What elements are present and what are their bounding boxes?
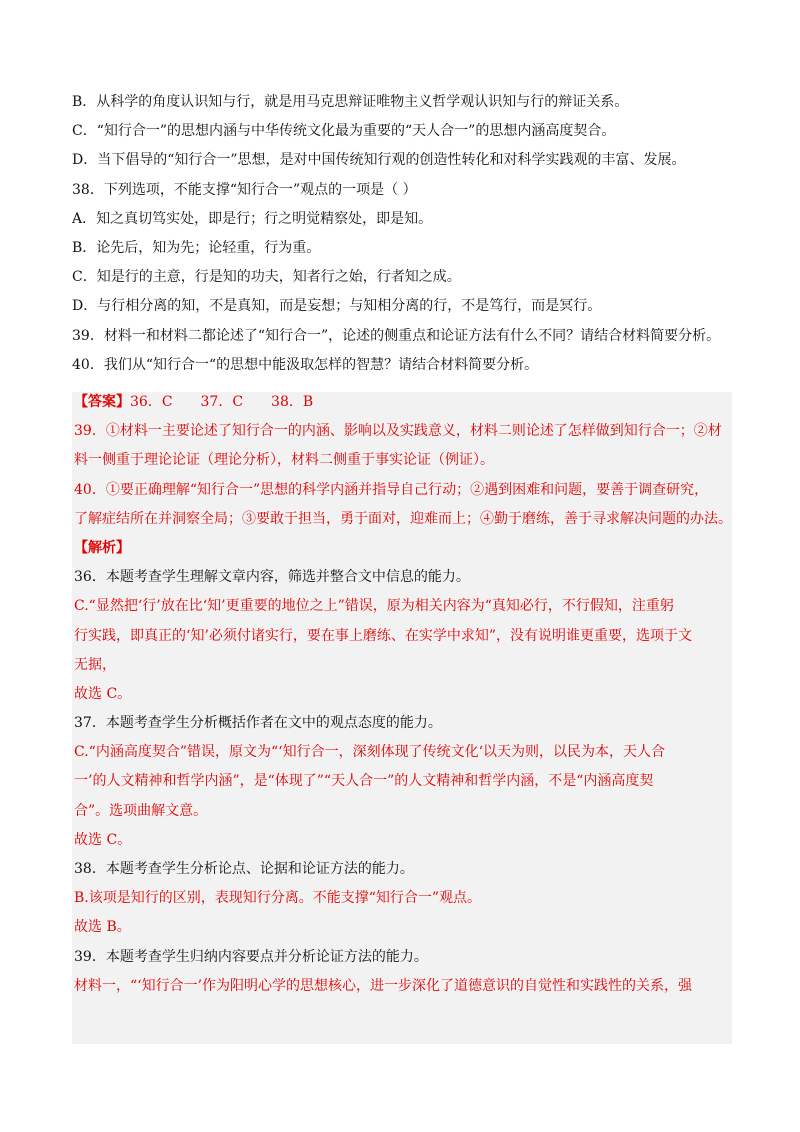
analysis-line: 39．本题考查学生归纳内容要点并分析论证方法的能力。 (74, 948, 428, 965)
question-39: 39．材料一和材料二都论述了“知行合一”，论述的侧重点和论证方法有什么不同？请结合材料简要分析。 (72, 327, 721, 344)
analysis-line: C.“显然把‘行’放在比‘知’更重要的地位之上”错误，原为相关内容为“真知必行，不行假知，注重躬 (74, 598, 674, 615)
question-38: 38．下列选项，不能支撑“知行合一”观点的一项是（ ） (72, 181, 417, 198)
answer-mc: 36．C 37．C 38．B (130, 394, 314, 410)
analysis-line: 故选 B。 (74, 919, 131, 936)
analysis-line: C.“内涵高度契合”错误，原文为“‘知行合一，深刻体现了传统文化‘以天为则，以民为本，天人合 (74, 744, 666, 761)
analysis-label: 【解析】 (74, 539, 130, 556)
answer-line: 料一侧重于理论论证（理论分析），材料二侧重于事实论证（例证）。 (74, 452, 494, 469)
analysis-line: 故选 C。 (74, 685, 132, 702)
answer-mc-line (72, 392, 732, 421)
answer-label: 【答案】 (74, 394, 130, 410)
option-c-38: C．知是行的主意，行是知的功夫，知者行之始，行者知之成。 (72, 269, 461, 286)
option-c-37: C．“知行合一”的思想内涵与中华传统文化最为重要的“天人合一”的思想内涵高度契合。 (72, 123, 616, 140)
answer-line: 了解症结所在并洞察全局；③要敢于担当，勇于面对，迎难而上；④勤于磨练，善于寻求解决问题的办法。 (74, 510, 732, 527)
option-d-37: D．当下倡导的“知行合一”思想，是对中国传统知行观的创造性转化和对科学实践观的丰富、发展。 (72, 152, 686, 169)
analysis-line: B.该项是知行的区别，表现知行分离。不能支撑“知行合一”观点。 (74, 890, 482, 907)
analysis-line: 合”。选项曲解文意。 (74, 802, 208, 819)
option-d-38: D．与行相分离的知，不是真知，而是妄想；与知相分离的行，不是笃行，而是冥行。 (72, 298, 602, 315)
analysis-line: 材料一，“‘知行合一’作为阳明心学的思想核心，进一步深化了道德意识的自觉性和实践性的关系，强 (74, 977, 693, 994)
question-section (72, 92, 740, 384)
option-b-38: B．论先后，知为先；论轻重，行为重。 (72, 239, 321, 256)
answer-analysis-section (72, 392, 732, 1044)
analysis-line: 行实践，即真正的‘知’必须付诸实行，要在事上磨练、在实学中求知”，没有说明谁更重要，选项于文 (74, 627, 693, 644)
analysis-line: 无据， (74, 656, 116, 673)
analysis-line: 一’的人文精神和哲学内涵”，是“体现了”“天人合一”的人文精神和哲学内涵，不是“内涵高度契 (74, 773, 654, 790)
option-b-37: B．从科学的角度认识知与行，就是用马克思辩证唯物主义哲学观认识知与行的辩证关系。 (72, 94, 629, 110)
analysis-line: 38．本题考查学生分析论点、论据和论证方法的能力。 (74, 861, 414, 877)
answer-line: 40．①要正确理解“知行合一”思想的科学内涵并指导自己行动；②遇到困难和问题，要善于调查研究， (74, 481, 709, 498)
option-a-38: A．知之真切笃实处，即是行；行之明觉精察处，即是知。 (72, 210, 433, 227)
analysis-line: 37．本题考查学生分析概括作者在文中的观点态度的能力。 (74, 715, 442, 732)
analysis-line: 故选 C。 (74, 831, 132, 848)
analysis-line: 36．本题考查学生理解文章内容，筛选并整合文中信息的能力。 (74, 569, 470, 586)
question-40: 40．我们从“知行合一“的思想中能汲取怎样的智慧？请结合材料简要分析。 (72, 356, 539, 373)
answer-line: 39．①材料一主要论述了知行合一的内涵、影响以及实践意义，材料二则论述了怎样做到知行合一；②材 (74, 423, 722, 440)
